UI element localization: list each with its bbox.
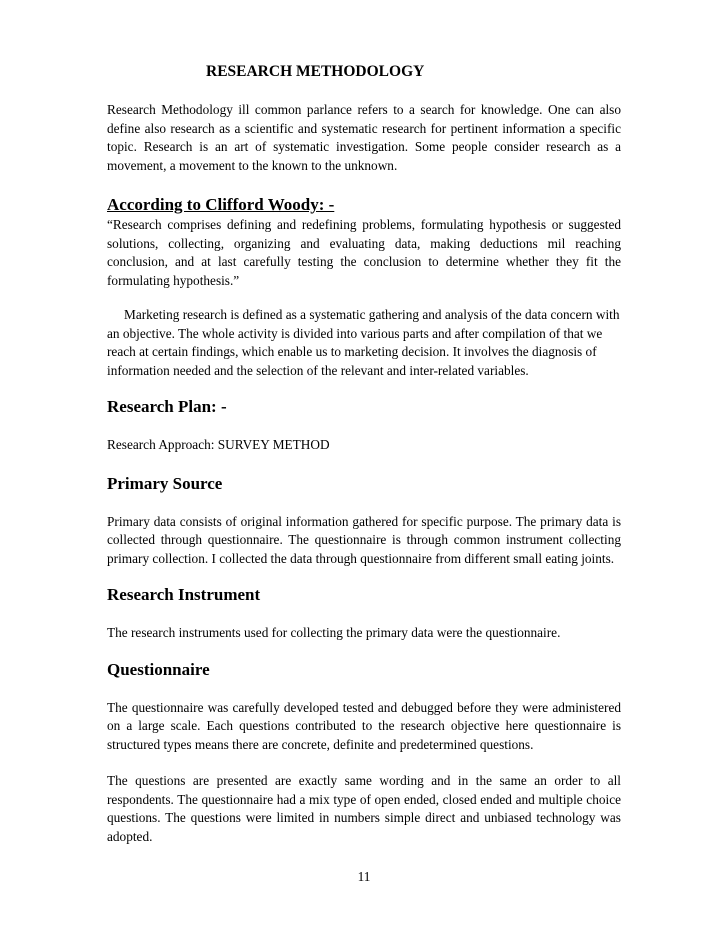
intro-paragraph: Research Methodology ill common parlance refers to a search for knowledge. One can also define also research as a scientific and systematic research for pertinent information a specific topic. Research is an art of systematic investigation. Some people consider research as a movement, a movement to the known to the unknown. [107,102,621,173]
research-plan-heading: Research Plan: - [107,397,227,416]
document-title: RESEARCH METHODOLOGY [206,63,425,80]
questionnaire-paragraph-2: The questions are presented are exactly same wording and in the same an order to all respondents. The questionnaire had a mix type of open ended, closed ended and multiple choice questions. The questions were limited in numbers simple direct and unbiased technology was adopted. [107,773,621,844]
research-instrument-heading: Research Instrument [107,585,261,604]
primary-paragraph: Primary data consists of original information gathered for specific purpose. The primary data is collected through questionnaire. The questionnaire is through common instrument collecting primary collection. I collected the data through questionnaire from different small eating joints. [107,513,621,566]
research-approach: Research Approach: SURVEY METHOD [107,437,330,452]
marketing-paragraph: Marketing research is defined as a systematic gathering and analysis of the data concern with an objective. The whole activity is divided into various parts and after compilation of that we reach at certain findings, which enable us to marketing decision. It involves the diagnosis of information needed and the selection of the relevant and inter-related variables. [107,307,620,378]
woody-quote: “Research comprises defining and redefining problems, formulating hypothesis or suggested solutions, collecting, organizing and evaluating data, making deductions mil reaching conclusion, and at last carefully testing the conclusion to determine whether they fit the formulating hypothesis.” [107,217,621,288]
page-number: 11 [357,869,371,884]
woody-heading: According to Clifford Woody: - [107,195,335,214]
questionnaire-paragraph-1: The questionnaire was carefully developed tested and debugged before they were administered on a large scale. Each questions contributed to the research objective here questionnaire is structured types means there are concrete, definite and predetermined questions. [107,699,621,752]
document-page [107,62,621,846]
instrument-paragraph: The research instruments used for collecting the primary data were the questionnaire. [107,625,561,640]
primary-source-heading: Primary Source [107,473,223,493]
questionnaire-heading: Questionnaire [107,659,210,679]
